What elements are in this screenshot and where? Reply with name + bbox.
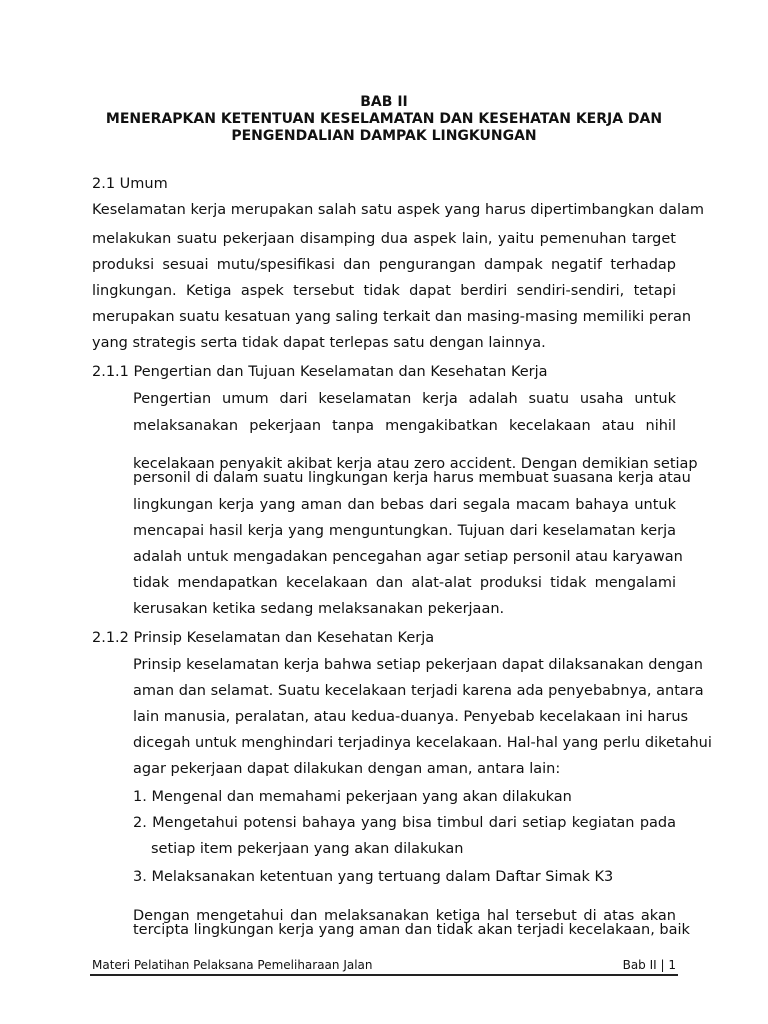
- footer-course-title: Materi Pelatihan Pelaksana Pemeliharaan Jalan: [92, 958, 373, 972]
- paragraph-line: lain manusia, peralatan, atau kedua-duanya. Penyebab kecelakaan ini harus: [133, 709, 689, 725]
- paragraph-line: merupakan suatu kesatuan yang saling terkait dan masing-masing memiliki peran: [92, 309, 692, 325]
- footer-page-number: Bab II | 1: [622, 958, 676, 972]
- list-item: 3. Melaksanakan ketentuan yang tertuang dalam Daftar Simak K3: [133, 869, 614, 885]
- paragraph-line: adalah untuk mengadakan pencegahan agar setiap personil atau karyawan: [133, 549, 683, 565]
- chapter-title-line-1: MENERAPKAN KETENTUAN KESELAMATAN DAN KESEHATAN KERJA DAN: [105, 111, 663, 127]
- paragraph-line: tidak mendapatkan kecelakaan dan alat-alat produksi tidak mengalami: [133, 575, 676, 591]
- paragraph-line: lingkungan kerja yang aman dan bebas dari segala macam bahaya untuk: [133, 497, 676, 513]
- paragraph-line: mencapai hasil kerja yang menguntungkan. Tujuan dari keselamatan kerja: [133, 523, 676, 539]
- paragraph-line: tercipta lingkungan kerja yang aman dan tidak akan terjadi kecelakaan, baik: [133, 922, 690, 938]
- paragraph-line: Pengertian umum dari keselamatan kerja adalah suatu usaha untuk: [133, 391, 676, 407]
- paragraph-line: Dengan mengetahui dan melaksanakan ketiga hal tersebut di atas akan: [133, 908, 676, 924]
- list-item-continuation: setiap item pekerjaan yang akan dilakukan: [151, 841, 464, 857]
- paragraph-line: produksi sesuai mutu/spesifikasi dan pengurangan dampak negatif terhadap: [92, 257, 676, 273]
- paragraph-line: yang strategis serta tidak dapat terlepas satu dengan lainnya.: [92, 335, 546, 351]
- list-item: 1. Mengenal dan memahami pekerjaan yang akan dilakukan: [133, 789, 572, 805]
- paragraph-line: agar pekerjaan dapat dilakukan dengan aman, antara lain:: [133, 761, 561, 777]
- paragraph-line: Keselamatan kerja merupakan salah satu aspek yang harus dipertimbangkan dalam: [92, 202, 704, 218]
- paragraph-line: melaksanakan pekerjaan tanpa mengakibatkan kecelakaan atau nihil: [133, 418, 676, 434]
- section-heading-2-1-2: 2.1.2 Prinsip Keselamatan dan Kesehatan Kerja: [92, 630, 435, 646]
- chapter-title-line-2: PENGENDALIAN DAMPAK LINGKUNGAN: [231, 128, 537, 144]
- paragraph-line: kecelakaan penyakit akibat kerja atau zero accident. Dengan demikian setiap: [133, 456, 698, 472]
- chapter-number: BAB II: [360, 94, 408, 110]
- list-item: 2. Mengetahui potensi bahaya yang bisa timbul dari setiap kegiatan pada: [133, 815, 676, 831]
- paragraph-line: lingkungan. Ketiga aspek tersebut tidak dapat berdiri sendiri-sendiri, tetapi: [92, 283, 676, 299]
- paragraph-line: Prinsip keselamatan kerja bahwa setiap pekerjaan dapat dilaksanakan dengan: [133, 657, 703, 673]
- chapter-title: [90, 94, 678, 145]
- paragraph-line: dicegah untuk menghindari terjadinya kecelakaan. Hal-hal yang perlu diketahui: [133, 735, 712, 751]
- footer-divider: [90, 974, 678, 976]
- paragraph-line: aman dan selamat. Suatu kecelakaan terjadi karena ada penyebabnya, antara: [133, 683, 704, 699]
- section-heading-2-1: 2.1 Umum: [92, 176, 168, 192]
- section-heading-2-1-1: 2.1.1 Pengertian dan Tujuan Keselamatan dan Kesehatan Kerja: [92, 364, 548, 380]
- paragraph-line: melakukan suatu pekerjaan disamping dua aspek lain, yaitu pemenuhan target: [92, 231, 676, 247]
- paragraph-line: personil di dalam suatu lingkungan kerja harus membuat suasana kerja atau: [133, 470, 691, 486]
- paragraph-line: kerusakan ketika sedang melaksanakan pekerjaan.: [133, 601, 505, 617]
